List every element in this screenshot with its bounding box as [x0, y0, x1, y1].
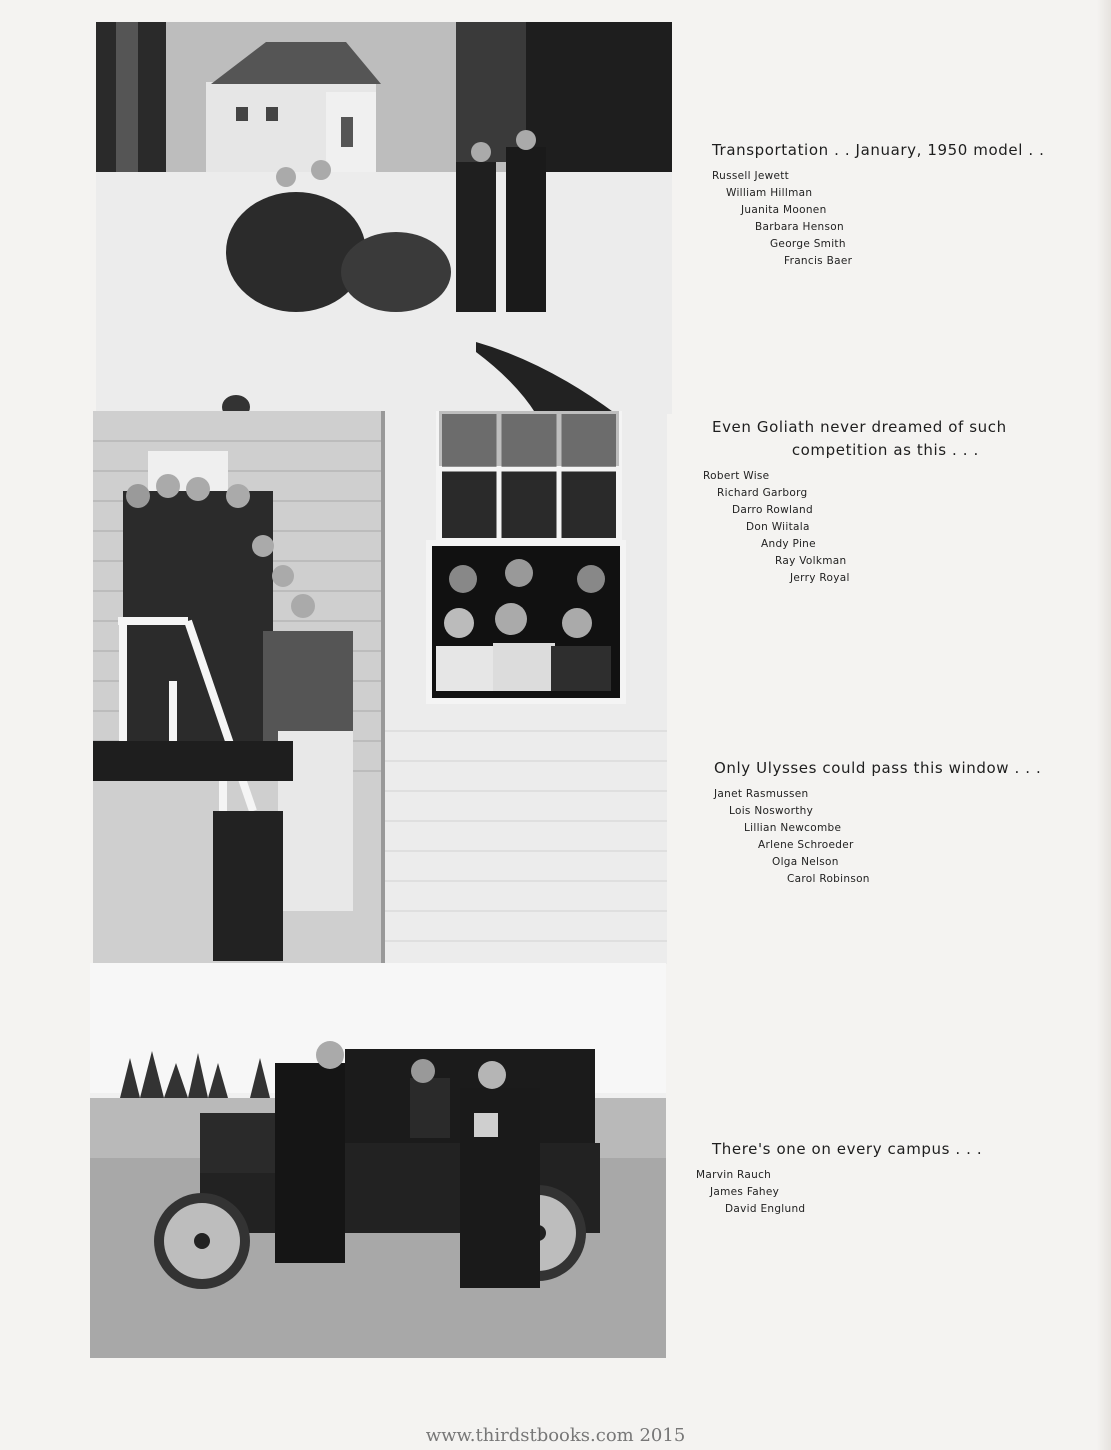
- footer-watermark: www.thirdstbooks.com 2015: [425, 1425, 686, 1446]
- names-list: [696, 1167, 982, 1218]
- caption-car: [696, 1138, 982, 1218]
- caption-sled: [712, 139, 1044, 270]
- name-item: George Smith: [770, 238, 846, 250]
- name-item: Robert Wise: [703, 470, 770, 482]
- name-item: Lois Nosworthy: [729, 805, 814, 817]
- name-item: William Hillman: [726, 187, 813, 199]
- name-item: Jerry Royal: [790, 572, 850, 584]
- car-photo-image: [90, 963, 666, 1358]
- stairs-photo-image: [93, 411, 382, 964]
- name-item: Juanita Moonen: [741, 204, 827, 216]
- name-item: Francis Baer: [784, 255, 853, 267]
- name-item: Arlene Schroeder: [758, 839, 854, 851]
- sled-photo-image: [96, 22, 672, 414]
- caption-window: [714, 757, 1041, 888]
- name-item: James Fahey: [710, 1186, 780, 1198]
- name-item: Barbara Henson: [755, 221, 844, 233]
- caption-title: Even Goliath never dreamed of such: [712, 418, 1007, 436]
- page-edge: [1097, 0, 1111, 1450]
- window-photo-image: [381, 411, 667, 964]
- names-list: [703, 468, 1007, 587]
- caption-title: Only Ulysses could pass this window . . .: [714, 759, 1042, 777]
- name-item: Richard Garborg: [717, 487, 808, 499]
- names-list: [714, 786, 1041, 888]
- stairs-photo: [93, 411, 382, 964]
- name-item: Janet Rasmussen: [714, 788, 809, 800]
- name-item: Olga Nelson: [772, 856, 839, 868]
- name-item: Marvin Rauch: [696, 1169, 772, 1181]
- car-photo: [90, 963, 666, 1358]
- name-item: Carol Robinson: [787, 873, 870, 885]
- name-item: David Englund: [725, 1203, 806, 1215]
- window-photo: [381, 411, 667, 964]
- name-item: Ray Volkman: [775, 555, 847, 567]
- name-item: Andy Pine: [761, 538, 816, 550]
- name-item: Russell Jewett: [712, 170, 790, 182]
- caption-stairs: [703, 416, 1007, 587]
- caption-title: Transportation . . January, 1950 model . .: [712, 141, 1045, 159]
- names-list: [712, 168, 1044, 270]
- name-item: Lillian Newcombe: [744, 822, 842, 834]
- caption-title: There's one on every campus . . .: [712, 1140, 983, 1158]
- name-item: Don Wiitala: [746, 521, 810, 533]
- caption-title-line2: competition as this . . .: [791, 441, 979, 459]
- sled-photo: [96, 22, 672, 414]
- name-item: Darro Rowland: [732, 504, 813, 516]
